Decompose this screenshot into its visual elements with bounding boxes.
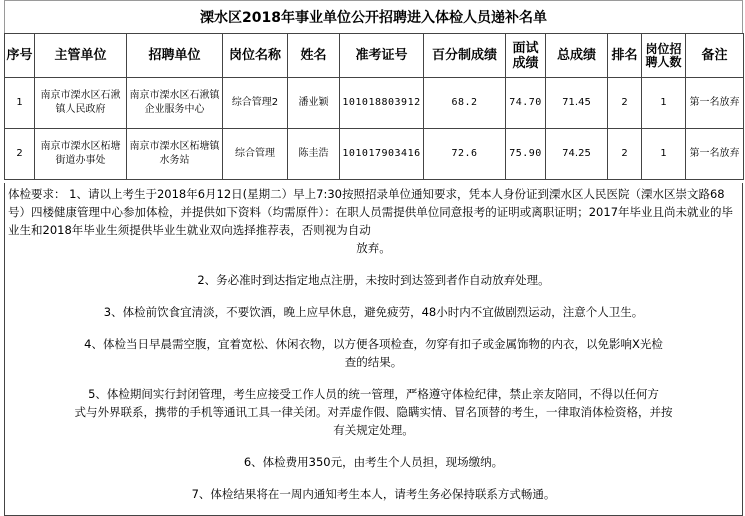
cell-percent-score: 72.6: [424, 129, 506, 180]
header-position: 岗位名称: [223, 34, 288, 78]
cell-rank: 2: [608, 129, 642, 180]
document-title: 溧水区2018年事业单位公开招聘进入体检人员递补名单: [4, 0, 743, 33]
cell-quota: 1: [642, 129, 686, 180]
cell-rank: 2: [608, 78, 642, 129]
cell-position: 综合管理2: [223, 78, 288, 129]
header-name: 姓名: [288, 34, 340, 78]
cell-interview-score: 74.70: [506, 78, 546, 129]
note-5-line-2: 式与外界联系，携带的手机等通讯工具一律关闭。对弄虚作假、隐瞒实情、冒名顶替的考生，一律取消体检资格，并按: [74, 405, 673, 419]
table-row: [5, 78, 744, 129]
header-employer: 招聘单位: [127, 34, 223, 78]
note-3: 3、体检前饮食宜清淡，不要饮酒，晚上应早休息，避免疲劳，48小时内不宜做剧烈运动，注意个人卫生。: [103, 305, 644, 319]
note-1-body: 体检要求： 1、请以上考生于2018年6月12日(星期二）早上7:30按照招录单位通知要求，凭本人身份证到溧水区人民医院（溧水区崇文路68号）四楼健康管理中心参加体检，并提供如下资料（均需原件）：在职人员需提供单位同意报考的证明或离职证明；2017年毕业且尚未就业的毕业生和2018年毕业生须提供毕业生就业双向选择推荐表，否则视为自动: [8, 187, 734, 237]
note-7: 7、体检结果将在一周内通知考生本人，请考生务必保持联系方式畅通。: [191, 487, 556, 501]
cell-remark: 第一名放弃: [686, 129, 744, 180]
cell-index: 1: [5, 78, 35, 129]
cell-total-score: 74.25: [546, 129, 608, 180]
exam-requirements: [4, 183, 743, 516]
cell-supervisor: 南京市溧水区柘塘街道办事处: [35, 129, 127, 180]
note-6: 6、体检费用350元，由考生个人员担，现场缴纳。: [243, 455, 504, 469]
cell-exam-id: 101018803912: [340, 78, 424, 129]
cell-index: 2: [5, 129, 35, 180]
note-1-tail: 放弃。: [356, 241, 391, 255]
cell-employer: 南京市溧水区柘塘镇水务站: [127, 129, 223, 180]
note-5-line-1: 5、体检期间实行封闭管理，考生应接受工作人员的统一管理，严格遵守体检纪律，禁止亲友陪同，不得以任何方: [88, 387, 659, 401]
note-2: 2、务必准时到达指定地点注册，未按时到达签到者作自动放弃处理。: [197, 273, 550, 287]
candidate-table: [4, 33, 744, 180]
cell-quota: 1: [642, 78, 686, 129]
note-1: [8, 185, 739, 257]
header-rank: 排名: [608, 34, 642, 78]
cell-percent-score: 68.2: [424, 78, 506, 129]
header-supervisor: 主管单位: [35, 34, 127, 78]
header-row: [5, 34, 744, 78]
header-remark: 备注: [686, 34, 744, 78]
cell-remark: 第一名放弃: [686, 78, 744, 129]
header-exam-id: 准考证号: [340, 34, 424, 78]
header-percent-score: 百分制成绩: [424, 34, 506, 78]
note-4-line-2: 查的结果。: [344, 355, 403, 369]
table-row: [5, 129, 744, 180]
cell-employer: 南京市溧水区石湫镇企业服务中心: [127, 78, 223, 129]
header-interview-score: 面试成绩: [506, 34, 546, 78]
header-quota: 岗位招聘人数: [642, 34, 686, 78]
cell-total-score: 71.45: [546, 78, 608, 129]
cell-interview-score: 75.90: [506, 129, 546, 180]
note-5-line-3: 有关规定处理。: [333, 423, 414, 437]
cell-position: 综合管理: [223, 129, 288, 180]
cell-exam-id: 101017903416: [340, 129, 424, 180]
cell-name: 陈圭浩: [288, 129, 340, 180]
header-total-score: 总成绩: [546, 34, 608, 78]
note-4-line-1: 4、体检当日早晨需空腹，宜着宽松、休闲衣物，以方便各项检查，勿穿有扣子或金属饰物的内衣，以免影响X光检: [84, 337, 663, 351]
cell-supervisor: 南京市溧水区石湫镇人民政府: [35, 78, 127, 129]
cell-name: 潘业颖: [288, 78, 340, 129]
header-index: 序号: [5, 34, 35, 78]
